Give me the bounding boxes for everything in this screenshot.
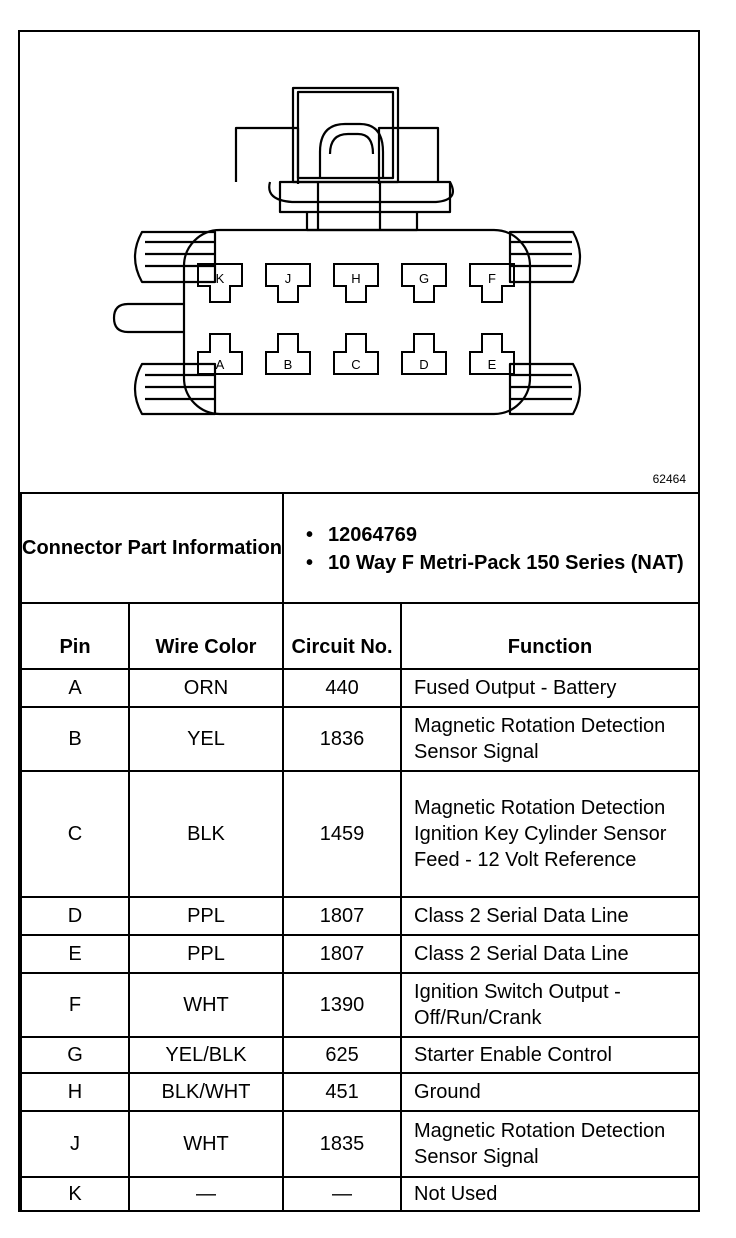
wire-color-cell: — [129, 1177, 283, 1211]
table-row [21, 973, 699, 1037]
circuit-cell: 451 [283, 1073, 401, 1111]
wire-color-cell: PPL [129, 935, 283, 973]
part-info-row [21, 493, 699, 603]
col-header-circuit: Circuit No. [283, 603, 401, 669]
wire-color-cell: BLK [129, 771, 283, 897]
pin-cell: A [21, 669, 129, 707]
table-row [21, 669, 699, 707]
wire-color-cell: WHT [129, 1111, 283, 1177]
cavity-label-f: F [488, 271, 496, 286]
cavity-label-a: A [215, 357, 225, 372]
cavity-label-j: J [284, 271, 292, 286]
table-row [21, 1073, 699, 1111]
circuit-cell: 625 [283, 1037, 401, 1073]
function-cell: Magnetic Rotation Detection Sensor Signal [401, 1111, 699, 1177]
cavity-label-c: C [351, 357, 361, 372]
cavity-label-h: H [351, 271, 361, 286]
circuit-cell: 1835 [283, 1111, 401, 1177]
circuit-cell: 1836 [283, 707, 401, 771]
col-header-wire-color: Wire Color [129, 603, 283, 669]
wire-color-cell: WHT [129, 973, 283, 1037]
table-row [21, 1037, 699, 1073]
column-header-row [21, 603, 699, 669]
function-cell: Class 2 Serial Data Line [401, 935, 699, 973]
wire-color-cell: YEL [129, 707, 283, 771]
table-row [21, 935, 699, 973]
circuit-cell: 440 [283, 669, 401, 707]
table-row [21, 1177, 699, 1211]
wire-color-cell: YEL/BLK [129, 1037, 283, 1073]
col-header-pin: Pin [21, 603, 129, 669]
connector-sheet [18, 30, 700, 1212]
connector-diagram [20, 32, 698, 492]
pin-cell: G [21, 1037, 129, 1073]
pin-cell: J [21, 1111, 129, 1177]
pin-table [20, 492, 700, 1212]
cavity-label-k: K [215, 271, 225, 286]
cavity-label-e: E [487, 357, 497, 372]
pin-cell: K [21, 1177, 129, 1211]
circuit-cell: — [283, 1177, 401, 1211]
pin-cell: B [21, 707, 129, 771]
function-cell: Starter Enable Control [401, 1037, 699, 1073]
table-row [21, 707, 699, 771]
function-cell: Magnetic Rotation Detection Ignition Key Cylinder Sensor Feed - 12 Volt Reference [401, 771, 699, 897]
cavity-label-b: B [283, 357, 293, 372]
table-row [21, 1111, 699, 1177]
function-cell: Fused Output - Battery [401, 669, 699, 707]
wire-color-cell: BLK/WHT [129, 1073, 283, 1111]
table-row [21, 771, 699, 897]
cavity-label-d: D [419, 357, 429, 372]
function-cell: Not Used [401, 1177, 699, 1211]
pin-cell: D [21, 897, 129, 935]
function-cell: Magnetic Rotation Detection Sensor Signal [401, 707, 699, 771]
pin-cell: H [21, 1073, 129, 1111]
function-cell: Class 2 Serial Data Line [401, 897, 699, 935]
col-header-function: Function [401, 603, 699, 669]
circuit-cell: 1459 [283, 771, 401, 897]
table-row [21, 897, 699, 935]
function-cell: Ignition Switch Output - Off/Run/Crank [401, 973, 699, 1037]
function-cell: Ground [401, 1073, 699, 1111]
circuit-cell: 1807 [283, 935, 401, 973]
part-info-item: • 12064769 [306, 524, 417, 546]
connector-drawing [20, 32, 698, 492]
wire-color-cell: PPL [129, 897, 283, 935]
figure-id: 62464 [652, 472, 686, 486]
pin-cell: C [21, 771, 129, 897]
circuit-cell: 1807 [283, 897, 401, 935]
pin-cell: F [21, 973, 129, 1037]
part-info-list [283, 493, 699, 603]
wire-color-cell: ORN [129, 669, 283, 707]
part-info-item: • 10 Way F Metri-Pack 150 Series (NAT) [306, 552, 684, 574]
pin-cell: E [21, 935, 129, 973]
part-info-label: Connector Part Information [21, 493, 283, 603]
circuit-cell: 1390 [283, 973, 401, 1037]
cavity-label-g: G [418, 271, 430, 286]
